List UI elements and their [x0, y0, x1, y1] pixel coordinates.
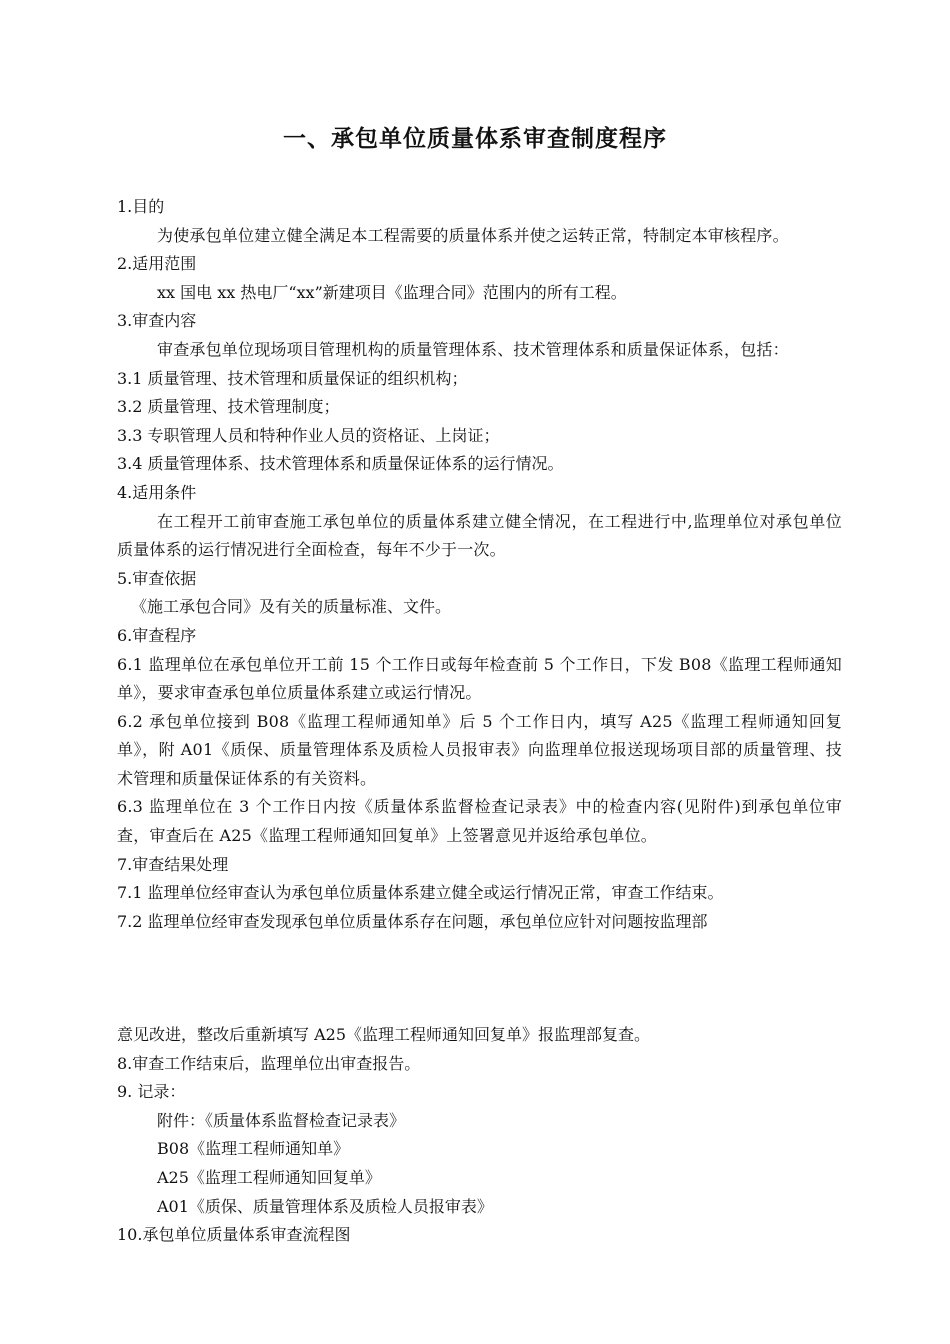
section-5-heading: 5.审查依据 — [117, 568, 197, 588]
section-2-text: xx 国电 xx 热电厂“xx”新建项目《监理合同》范围内的所有工程。 — [157, 282, 627, 302]
section-7-continuation: 意见改进，整改后重新填写 A25《监理工程师通知回复单》报监理部复查。 — [117, 1025, 651, 1044]
record-item: B08《监理工程师通知单》 — [157, 1139, 350, 1159]
section-6-item: 6.3 监理单位在 3 个工作日内按《质量体系监督检查记录表》中的检查内容(见附件)到承包单位审查，审查后在 A25《监理工程师通知回复单》上签署意见并返给承包单位。 — [117, 797, 842, 846]
record-item: A25《监理工程师通知回复单》 — [157, 1167, 381, 1187]
record-item: 附件：《质量体系监督检查记录表》 — [157, 1110, 406, 1130]
section-9-heading: 9. 记录： — [117, 1082, 186, 1102]
section-4-text: 在工程开工前审查施工承包单位的质量体系建立健全情况，在工程进行中,监理单位对承包单位质量体系的运行情况进行全面检查，每年不少于一次。 — [117, 511, 842, 560]
document-body-part-1 — [117, 193, 842, 936]
section-3-heading: 3.审查内容 — [117, 311, 197, 331]
document-body-part-2 — [117, 1021, 842, 1250]
section-1-text: 为使承包单位建立健全满足本工程需要的质量体系并使之运转正常，特制定本审核程序。 — [157, 225, 789, 245]
section-7-heading: 7.审查结果处理 — [117, 854, 229, 874]
section-4-heading: 4.适用条件 — [117, 482, 197, 502]
section-3-item: 3.1 质量管理、技术管理和质量保证的组织机构； — [117, 368, 468, 388]
section-6-item: 6.1 监理单位在承包单位开工前 15 个工作日或每年检查前 5 个工作日，下发 B08《监理工程师通知单》，要求审查承包单位质量体系建立或运行情况。 — [117, 654, 842, 703]
section-10-text: 10.承包单位质量体系审查流程图 — [117, 1225, 351, 1245]
section-6-heading: 6.审查程序 — [117, 625, 197, 645]
section-3-item: 3.4 质量管理体系、技术管理体系和质量保证体系的运行情况。 — [117, 454, 564, 474]
section-3-item: 3.3 专职管理人员和特种作业人员的资格证、上岗证； — [117, 425, 500, 445]
section-3-text: 审查承包单位现场项目管理机构的质量管理体系、技术管理体系和质量保证体系，包括： — [157, 339, 789, 359]
section-5-text: 《施工承包合同》及有关的质量标准、文件。 — [131, 597, 452, 617]
section-2-heading: 2.适用范围 — [117, 254, 197, 274]
section-8-text: 8.审查工作结束后，监理单位出审查报告。 — [117, 1053, 421, 1073]
document-title: 一、承包单位质量体系审查制度程序 — [283, 126, 667, 152]
section-3-item: 3.2 质量管理、技术管理制度； — [117, 397, 340, 417]
section-6-item: 6.2 承包单位接到 B08《监理工程师通知单》后 5 个工作日内，填写 A25《监理工程师通知回复单》，附 A01《质保、质量管理体系及质检人员报审表》向监理单位报送现场项目部的质量管理、技术管理和质量保证体系的有关资料。 — [117, 711, 842, 788]
section-7-item: 7.2 监理单位经审查发现承包单位质量体系存在问题，承包单位应针对问题按监理部 — [117, 911, 708, 931]
section-7-item: 7.1 监理单位经审查认为承包单位质量体系建立健全或运行情况正常，审查工作结束。 — [117, 883, 724, 903]
record-item: A01《质保、质量管理体系及质检人员报审表》 — [157, 1196, 493, 1216]
section-1-heading: 1.目的 — [117, 197, 165, 216]
